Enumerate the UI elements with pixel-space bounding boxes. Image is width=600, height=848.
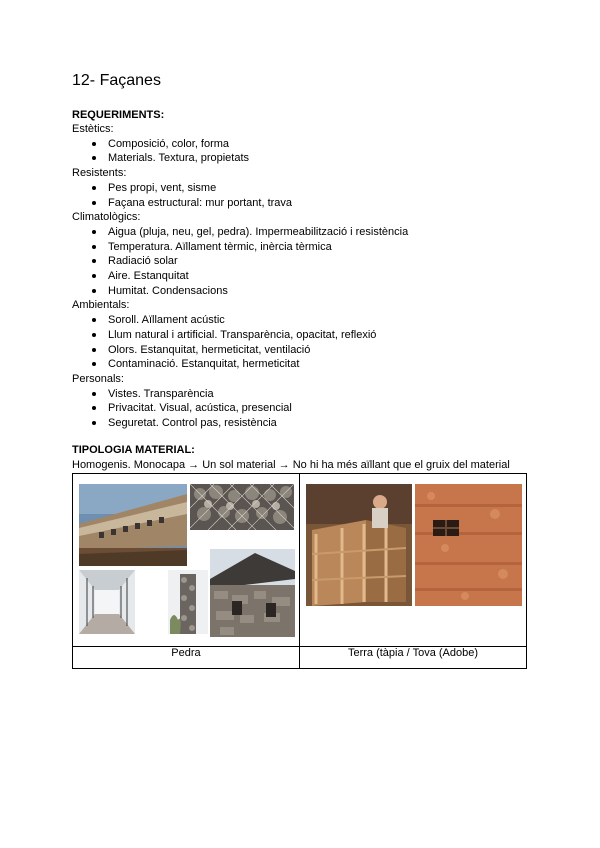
material-heading: TIPOLOGIA MATERIAL: bbox=[72, 444, 195, 456]
earth-images-cell bbox=[299, 474, 526, 647]
group-resistant bbox=[72, 166, 532, 210]
list-item: Vistes. Transparència bbox=[72, 387, 532, 402]
stone-house-photo bbox=[210, 549, 295, 637]
gabion-closeup-photo bbox=[190, 484, 294, 530]
requirements-list bbox=[72, 122, 532, 431]
list-item: Aigua (pluja, neu, gel, pedra). Impermeabilització i resistència bbox=[72, 225, 532, 240]
caption-stone: Pedra bbox=[73, 647, 300, 669]
gabion-column-photo bbox=[168, 570, 208, 634]
group-aesthetic bbox=[72, 122, 532, 166]
stone-building-photo bbox=[79, 484, 187, 566]
list-item: Temperatura. Aïllament tèrmic, inèrcia tèrmica bbox=[72, 240, 532, 255]
adobe-wall-photo bbox=[415, 484, 522, 606]
page-title: 12- Façanes bbox=[72, 72, 161, 89]
list-item: Seguretat. Control pas, resistència bbox=[72, 416, 532, 431]
requirements-heading: REQUERIMENTS: bbox=[72, 109, 165, 121]
stone-images-cell bbox=[73, 474, 300, 647]
stone-gallery-photo bbox=[79, 570, 135, 634]
material-description: Homogenis. Monocapa → Un sol material → No hi ha més aïllant que el gruix del material bbox=[72, 459, 510, 471]
group-label: Personals: bbox=[72, 372, 124, 385]
list-item: Humitat. Condensacions bbox=[72, 284, 532, 299]
group-label: Resistents: bbox=[72, 167, 127, 180]
list-item: Llum natural i artificial. Transparència, opacitat, reflexió bbox=[72, 328, 532, 343]
list-item: Contaminació. Estanquitat, hermeticitat bbox=[72, 357, 532, 372]
group-label: Climatològics: bbox=[72, 211, 141, 224]
group-label: Ambientals: bbox=[72, 299, 130, 312]
list-item: Soroll. Aïllament acústic bbox=[72, 313, 532, 328]
caption-earth: Terra (tàpia / Tova (Adobe) bbox=[299, 647, 526, 669]
list-item: Pes propi, vent, sisme bbox=[72, 181, 532, 196]
list-item: Privacitat. Visual, acústica, presencial bbox=[72, 401, 532, 416]
list-item: Olors. Estanquitat, hermeticitat, ventilació bbox=[72, 343, 532, 358]
material-table bbox=[72, 473, 527, 669]
list-item: Composició, color, forma bbox=[72, 137, 532, 152]
list-item: Radiació solar bbox=[72, 254, 532, 269]
group-environmental bbox=[72, 298, 532, 372]
group-label: Estètics: bbox=[72, 123, 114, 135]
group-personal bbox=[72, 372, 532, 431]
group-climatic bbox=[72, 210, 532, 298]
list-item: Aire. Estanquitat bbox=[72, 269, 532, 284]
list-item: Façana estructural: mur portant, trava bbox=[72, 196, 532, 211]
rammed-earth-photo bbox=[306, 484, 412, 606]
list-item: Materials. Textura, propietats bbox=[72, 151, 532, 166]
